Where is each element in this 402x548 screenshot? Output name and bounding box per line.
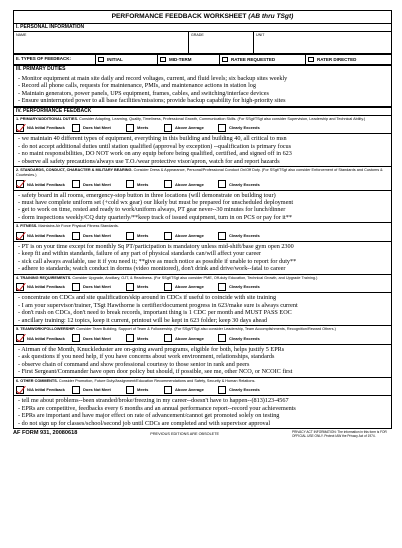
item-title: TEAMWORK/FOLLOWERSHIP. (20, 327, 76, 332)
checkbox-icon[interactable] (126, 124, 134, 132)
rating-above-average[interactable] (164, 231, 213, 240)
comment-line: - sick call always available, use it if you need it; **give as much notice as possible if unable to report for duty** (18, 257, 297, 265)
rating-label: N/A Initial Feedback (27, 284, 65, 290)
checkbox-icon[interactable] (160, 57, 166, 62)
comment-line: - tell me about problems--been stranded/broke/freezing in my career--doesn't have to happen--(813)123-4567 (18, 397, 289, 405)
types-of-feedback-section (13, 55, 392, 65)
rating-label: N/A Initial Feedback (27, 125, 65, 131)
item-comments[interactable] (14, 396, 391, 428)
comment-line: - no maint responsibilities, DO NOT work on any equip before being qualified, certified, and signed off in 623 (18, 150, 292, 158)
checkbox-icon[interactable] (72, 334, 80, 342)
comment-line: - we maintain 40 different types of equipment, everything in this building and building 40, all critical to msn (18, 135, 287, 143)
section-heading: IV. PERFORMANCE FEEDBACK (14, 108, 391, 116)
item-comments[interactable] (14, 191, 391, 223)
item-number: 3. (16, 224, 20, 229)
grade-field[interactable]: GRADE (189, 32, 254, 53)
item-number: 6. (16, 378, 20, 383)
comment-line: - must have complete uniform set (+cold wx gear) our likely but must be prepared for unscheduled deployment (18, 199, 294, 207)
checkbox-icon[interactable] (222, 57, 228, 62)
privacy-notice: PRIVACY ACT INFORMATION: The information in this form is FOR OFFICIAL USE ONLY. Protect IAW the Privacy Act of 1974. (291, 429, 387, 438)
name-field[interactable]: NAME (14, 32, 189, 53)
item-description: Maintains Air Force Physical Fitness Standards. (37, 224, 119, 229)
duty-line: - Ensure uninterrupted power to all base facilities/missions; provide backup capability for high-priority sites (18, 97, 286, 105)
rating-row (14, 281, 391, 293)
feedback-type-rater-directed[interactable]: RATER DIRECTED (306, 55, 391, 64)
item-heading (14, 116, 391, 123)
item-heading (14, 326, 391, 333)
rating-label: Above Average (175, 181, 204, 187)
duty-line: - Record all phone calls, requests for maintenance, PMIs, and maintenance actions in station log (18, 82, 256, 90)
checkbox-icon[interactable] (72, 386, 80, 394)
rating-does-not-meet[interactable] (72, 231, 121, 240)
checkbox-icon[interactable] (126, 334, 134, 342)
comment-line: - observe all safety precautions/always use T.O./wear protective visor/apron, watch for and report hazards (18, 157, 280, 165)
duty-line: - Maintain generators, power panels, UPS equipment, frames, cables, and switching/interface devices (18, 89, 269, 97)
checkbox-icon[interactable] (72, 180, 80, 188)
rating-label: Clearly Exceeds (229, 335, 260, 341)
item-description: Consider Upgrade, Ancillary, OJT, & Readiness. (For SSgt/TSgt also consider PME, Off-duty Education, Technical Growth, and Upgrade Training.) (71, 275, 318, 280)
item-heading (14, 378, 391, 385)
rating-na-initial[interactable] (16, 180, 67, 189)
rating-label: Does Not Meet (83, 233, 111, 239)
comment-line: - concentrate on CDCs and site qualification/skip around in CDCs if useful to coincide with site training (18, 294, 277, 302)
rating-row (14, 333, 391, 345)
rating-above-average[interactable] (164, 180, 213, 189)
checkbox-icon[interactable] (126, 232, 134, 240)
feedback-type-row (14, 55, 391, 64)
item-title: TRAINING REQUIREMENTS. (20, 275, 72, 280)
rating-na-initial[interactable] (16, 282, 67, 291)
checkbox-icon[interactable] (72, 283, 80, 291)
checkbox-icon[interactable] (16, 283, 24, 291)
checkbox-icon[interactable] (16, 334, 24, 342)
rating-clearly-exceeds[interactable] (218, 180, 263, 189)
checkbox-icon[interactable] (218, 334, 226, 342)
comment-line: - adhere to standards; watch conduct in dorms (video monitored), don't drink and drive/work--fatal to career (18, 265, 286, 273)
performance-feedback-section (13, 107, 392, 429)
rating-does-not-meet[interactable] (72, 334, 121, 343)
rating-does-not-meet[interactable] (72, 282, 121, 291)
checkbox-icon[interactable] (164, 180, 172, 188)
checkbox-icon[interactable] (126, 386, 134, 394)
rating-label: Does Not Meet (83, 335, 111, 341)
rating-label: Above Average (175, 125, 204, 131)
rating-label: Clearly Exceeds (229, 181, 260, 187)
rating-meets[interactable] (126, 334, 159, 343)
unit-field[interactable]: UNIT (256, 33, 265, 37)
rating-label: Above Average (175, 335, 204, 341)
rating-row (14, 122, 391, 134)
item-heading (14, 223, 391, 230)
checkbox-icon[interactable] (218, 386, 226, 394)
rating-label: Meets (137, 284, 149, 290)
comment-line: - do not sign up for classes/school/second job until CDCs are completed and with supervisor approval (18, 419, 271, 427)
rating-label: Above Average (175, 284, 204, 290)
rating-above-average[interactable] (164, 334, 213, 343)
checkbox-icon[interactable] (164, 124, 172, 132)
checkbox-icon[interactable] (218, 283, 226, 291)
item-comments[interactable] (14, 242, 391, 274)
rating-does-not-meet[interactable] (72, 123, 121, 132)
comment-line: - EPRs are competitive, feedbacks every 6 months and an annual performance report--record your achievements (18, 404, 296, 412)
rating-label: Meets (137, 335, 149, 341)
feedback-type-mid-term[interactable]: MID-TERM (158, 55, 220, 64)
section-heading: I. PERSONAL INFORMATION (14, 24, 391, 32)
comment-line: - observe chain of command and show professional courtesy to those senior in rank and peers (18, 360, 250, 368)
checkbox-icon[interactable] (308, 57, 314, 62)
checkbox-icon[interactable] (72, 232, 80, 240)
rating-label: N/A Initial Feedback (27, 335, 65, 341)
feedback-type-label: II. TYPES OF FEEDBACK: (14, 55, 96, 64)
comment-line: - dorm inspections weekly/CQ duty quarterly/**keep track of issued equipment, turn in on PCS or pay for it** (18, 213, 292, 221)
rating-meets[interactable] (126, 123, 159, 132)
item-comments[interactable] (14, 345, 391, 377)
rating-label: Clearly Exceeds (229, 284, 260, 290)
rating-label: Meets (137, 125, 149, 131)
rating-row (14, 230, 391, 242)
rating-label: Above Average (175, 387, 204, 393)
primary-duties-text[interactable] (14, 74, 391, 106)
rating-clearly-exceeds[interactable] (218, 282, 263, 291)
feedback-worksheet (13, 10, 392, 438)
checkbox-icon[interactable] (164, 232, 172, 240)
feedback-type-ratee-requested[interactable]: RATEE REQUESTED (220, 55, 306, 64)
checkbox-icon[interactable] (16, 386, 24, 394)
comment-line: - keep fit and within standards, failure of any part of physical standards can/will affect your career (18, 250, 261, 258)
personal-info-fields (14, 32, 391, 54)
rating-na-initial[interactable] (16, 334, 67, 343)
checkbox-icon[interactable] (218, 124, 226, 132)
item-description: Consider Dress & Appearance, Personal/Professional Conduct On/Off Duty. (For SSgt/TSgt also consider Enforcement of Standards and Customs & Courtesies.) (16, 168, 383, 177)
obsolete-notice: PREVIOUS EDITIONS ARE OBSOLETE (150, 431, 220, 436)
rating-does-not-meet[interactable] (72, 385, 121, 394)
performance-item (14, 223, 391, 274)
rating-label: Does Not Meet (83, 387, 111, 393)
rating-na-initial[interactable] (16, 231, 67, 240)
checkbox-icon[interactable] (16, 180, 24, 188)
item-heading (14, 167, 391, 179)
rating-label: Does Not Meet (83, 181, 111, 187)
performance-item (14, 167, 391, 223)
rating-label: Clearly Exceeds (229, 233, 260, 239)
rating-row (14, 179, 391, 191)
rating-label: Meets (137, 181, 149, 187)
item-title: FITNESS. (20, 224, 38, 229)
rating-na-initial[interactable] (16, 123, 67, 132)
rating-label: Does Not Meet (83, 284, 111, 290)
item-title: STANDARDS, CONDUCT, CHARACTER & MILITARY BEARING. (20, 168, 133, 173)
checkbox-icon[interactable] (164, 386, 172, 394)
item-comments[interactable] (14, 134, 391, 166)
comment-line: - Airman of the Month, Knuckleduster are on-going award programs, eligible for both, helps justify 5 EPRs (18, 345, 285, 353)
rating-meets[interactable] (126, 385, 159, 394)
rating-na-initial[interactable] (16, 385, 67, 394)
rating-clearly-exceeds[interactable] (218, 385, 263, 394)
rating-clearly-exceeds[interactable] (218, 231, 263, 240)
primary-duties-section (13, 65, 392, 107)
checkbox-icon[interactable] (164, 334, 172, 342)
rating-meets[interactable] (126, 180, 159, 189)
rating-row (14, 384, 391, 396)
performance-item (14, 326, 391, 377)
checkbox-icon[interactable] (164, 283, 172, 291)
checkbox-icon[interactable] (16, 124, 24, 132)
comment-line: - do not accept additional duties until station qualified (approval by exception) --qualification is primary focus (18, 142, 292, 150)
checkbox-icon[interactable] (126, 180, 134, 188)
item-description: Consider Team Building, Support of Team & Followership. (For SSgt/TSgt also consider Leadership, Team Accomplishments, Recognition/Reward Others.) (75, 327, 336, 332)
rating-label: N/A Initial Feedback (27, 181, 65, 187)
checkbox-icon[interactable] (126, 283, 134, 291)
comment-line: - get to work on time, rested and ready to work/uniform always, PT gear never--30 minutes for lunch/dinner (18, 206, 286, 214)
checkbox-icon[interactable] (218, 180, 226, 188)
comment-line: - I am your supervisor/trainer, TSgt Hawthorne is certifier/document progress in 623/make sure is always current (18, 301, 298, 309)
comment-line: - First Sergeant/Commander have open door policy but should, if possible, see me, other NCO, or NCOIC first (18, 368, 293, 376)
item-number: 1. (16, 116, 20, 121)
item-description: Consider Promotion, Future Duty/Assignment/Education Recommendations and Safety, Security & Human Relations. (57, 378, 256, 383)
checkbox-icon[interactable] (98, 57, 104, 62)
comment-line: - ask questions if you need help, if you have concerns about work environment, relationships, standards (18, 353, 275, 361)
item-heading (14, 275, 391, 282)
form-footer (13, 429, 392, 438)
rating-label: N/A Initial Feedback (27, 387, 65, 393)
rating-meets[interactable] (126, 231, 159, 240)
item-title: PRIMARY/ADDITIONAL DUTIES. (20, 116, 79, 121)
duty-line: - Monitor equipment at main site daily and record voltages, current, and fluid levels; six backup sites weekly (18, 75, 288, 82)
personal-information-section (13, 24, 392, 55)
rating-label: Clearly Exceeds (229, 387, 260, 393)
form-title: PERFORMANCE FEEDBACK WORKSHEET (AB thru TSgt) (13, 10, 392, 24)
comment-line: - PT is on your time except for monthly Sq PT/participation is mandatory unless mid-shift/base gym open 2300 (18, 243, 294, 251)
item-number: 2. (16, 168, 20, 173)
performance-item (14, 116, 391, 167)
rating-above-average[interactable] (164, 123, 213, 132)
comment-line: - safety board in all rooms, emergency-stop button in three locations (will demonstrate on building tour) (18, 191, 276, 199)
rating-clearly-exceeds[interactable] (218, 334, 263, 343)
checkbox-icon[interactable] (16, 232, 24, 240)
item-description: Consider Adapting, Learning, Quality, Timeliness, Professional Growth, Communication Skills. (For SSgt/TSgt also consider Supervision, Leadership and Technical Ability.) (78, 116, 366, 121)
performance-items (14, 116, 391, 428)
checkbox-icon[interactable] (218, 232, 226, 240)
rating-clearly-exceeds[interactable] (218, 123, 263, 132)
rating-label: N/A Initial Feedback (27, 233, 65, 239)
item-number: 4. (16, 275, 20, 280)
rating-label: Meets (137, 233, 149, 239)
comment-line: - don't rush on CDCs, don't need to break records, important thing is 1 CDC per month and MUST PASS EOC (18, 309, 292, 317)
rating-above-average[interactable] (164, 282, 213, 291)
rating-label: Meets (137, 387, 149, 393)
rating-above-average[interactable] (164, 385, 213, 394)
item-title: OTHER COMMENTS. (20, 378, 58, 383)
performance-item (14, 275, 391, 326)
comment-line: - ancillary training: 12 topics, keep it current, printout will be kept in 623 folder; keep 30 days ahead (18, 316, 268, 324)
rating-label: Clearly Exceeds (229, 125, 260, 131)
feedback-type-initial[interactable]: INITIAL (96, 55, 158, 64)
comment-line: - EPRs are important and have major effect on rate of advancement/cannot get promoted solely on testing (18, 412, 280, 420)
form-number: AF FORM 931, 20080618 (13, 429, 78, 436)
rating-label: Does Not Meet (83, 125, 111, 131)
checkbox-icon[interactable] (72, 124, 80, 132)
rating-label: Above Average (175, 233, 204, 239)
item-comments[interactable] (14, 293, 391, 325)
section-heading: III. PRIMARY DUTIES (16, 66, 66, 72)
rating-meets[interactable] (126, 282, 159, 291)
item-number: 5. (16, 327, 20, 332)
performance-item (14, 378, 391, 428)
rating-does-not-meet[interactable] (72, 180, 121, 189)
